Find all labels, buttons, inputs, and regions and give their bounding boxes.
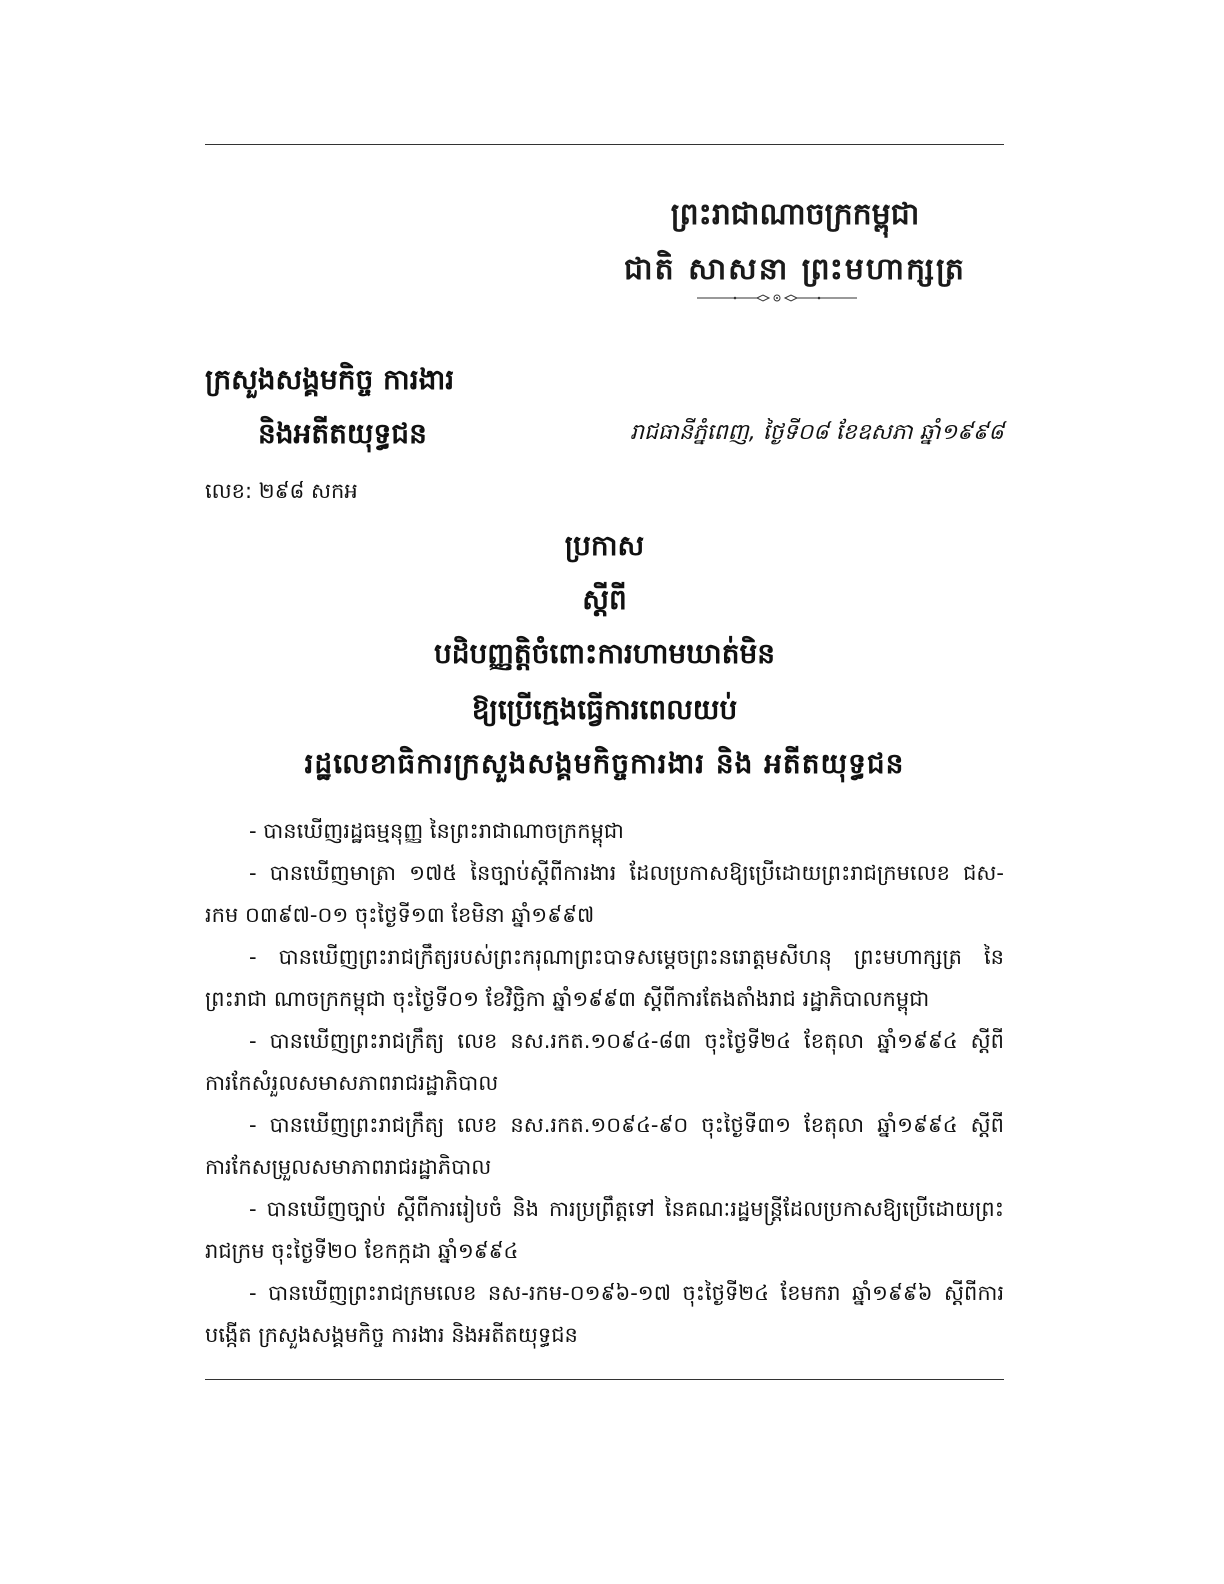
title-on: ស្តីពី bbox=[582, 583, 627, 616]
title-proclamation: ប្រកាស bbox=[564, 529, 645, 562]
clause-item: - បានឃើញច្បាប់ ស្តីពីការរៀបចំ និង ការប្រព្រឹត្តទៅ នៃគណៈរដ្ឋមន្ត្រីដែលប្រកាសឱ្យប្រើដោយព្រះរាជក្រម ចុះថ្ងៃទី២០ ខែកក្កដា ឆ្នាំ១៩៩៤ bbox=[205, 1197, 1004, 1263]
clause-item: - បានឃើញព្រះរាជក្រឹត្យ លេខ នស.រកត.១០៩៤-៩០ ចុះថ្ងៃទី៣១ ខែតុលា ឆ្នាំ១៩៩៤ ស្តីពីការកែសម្រួលសមាភាពរាជរដ្ឋាភិបាល bbox=[205, 1113, 1004, 1179]
clause-item: - បានឃើញមាត្រា ១៧៥ នៃច្បាប់ស្តីពីការងារ ដែលប្រកាសឱ្យប្រើដោយព្រះរាជក្រមលេខ ជស-រកម ០៣៩៧-០១ ចុះថ្ងៃទី១៣ ខែមិនា ឆ្នាំ១៩៩៧ bbox=[205, 861, 1004, 927]
preamble-clauses bbox=[205, 810, 1004, 1356]
title-issuer: រដ្ឋលេខាធិការក្រសួងសង្គមកិច្ចការងារ និង អតីតយុទ្ធជន bbox=[304, 747, 905, 780]
national-motto: ជាតិ សាសនា ព្រះមហាក្សត្រ bbox=[624, 252, 966, 287]
ministry-name-line1: ក្រសួងសង្គមកិច្ច ការងារ bbox=[205, 363, 455, 396]
place-and-date: រាជធានីភ្នំពេញ, ថ្ងៃទី០៨ ខែឧសភា ឆ្នាំ១៩៩៨ bbox=[630, 420, 1004, 445]
clause-item: - បានឃើញព្រះរាជក្រមលេខ នស-រកម-០១៩៦-១៧ ចុះថ្ងៃទី២៤ ខែមករា ឆ្នាំ១៩៩៦ ស្តីពីការបង្កើត ក្រសួងសង្គមកិច្ច ការងារ និងអតីតយុទ្ធជន bbox=[205, 1281, 1004, 1347]
ornament-divider-icon bbox=[697, 292, 857, 304]
ministry-name-line2: និងអតីតយុទ្ធជន bbox=[258, 417, 427, 450]
clause-item: - បានឃើញរដ្ឋធម្មនុញ្ញ នៃព្រះរាជាណាចក្រកម្ពុជា bbox=[249, 819, 624, 843]
title-subject-line1: បដិបញ្ញត្តិចំពោះការហាមឃាត់មិន bbox=[433, 637, 776, 670]
bottom-rule bbox=[205, 1379, 1004, 1380]
clause-item: - បានឃើញព្រះរាជក្រឹត្យរបស់ព្រះករុណាព្រះបាទសម្តេចព្រះនរោត្តមសីហនុ ព្រះមហាក្សត្រ នៃព្រះរាជា ណាចក្រកម្ពុជា ចុះថ្ងៃទី០១ ខែវិច្ឆិកា ឆ្នាំ១៩៩៣ ស្តីពីការតែងតាំងរាជ រដ្ឋាភិបាលកម្ពុជា bbox=[205, 945, 1004, 1011]
clause-item: - បានឃើញព្រះរាជក្រឹត្យ លេខ នស.រកត.១០៩៤-៨៣ ចុះថ្ងៃទី២៤ ខែតុលា ឆ្នាំ១៩៩៤ ស្តីពីការកែសំរួលសមាសភាពរាជរដ្ឋាភិបាល bbox=[205, 1029, 1004, 1095]
title-subject-line2: ឱ្យប្រើក្មេងធ្វើការពេលយប់ bbox=[471, 693, 738, 726]
top-rule bbox=[205, 144, 1004, 145]
kingdom-name: ព្រះរាជាណាចក្រកម្ពុជា bbox=[670, 197, 920, 232]
reference-number: លេខ: ២៩៨ សកអ bbox=[205, 479, 358, 503]
